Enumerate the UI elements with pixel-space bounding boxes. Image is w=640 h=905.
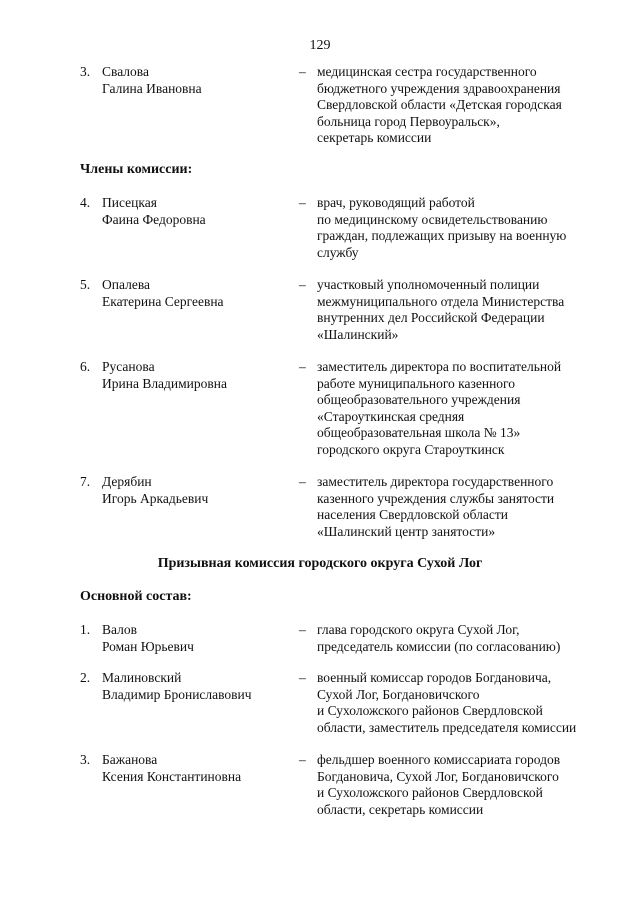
position-line: врач, руководящий работой [317,195,475,210]
position-line: общеобразовательного учреждения [317,392,521,407]
entry-number: 5. [80,277,91,292]
entry-dash: – [299,622,306,637]
position-line: фельдшер военного комиссариата городов [317,752,561,767]
position-line: Богдановича, Сухой Лог, Богдановичского [317,768,559,784]
position-line: бюджетного учреждения здравоохранения [317,80,561,96]
position-line: области, заместитель председателя комиссии [317,719,577,735]
position-line: «Шалинский» [317,326,399,342]
surname: Дерябин [102,474,152,489]
entry-number: 6. [80,359,91,374]
entry-dash: – [299,64,306,79]
surname: Свалова [102,64,149,79]
position-line: секретарь комиссии [317,130,432,145]
position-line: участковый уполномоченный полиции [317,277,540,292]
members-heading: Члены комиссии: [80,162,193,177]
entry-position [317,622,627,655]
entry-dash: – [299,277,306,292]
given-names: Ирина Владимировна [102,375,228,391]
entry-person-name [102,277,292,310]
entry-position [317,277,627,343]
entry-person-name [102,474,292,507]
entry-position [317,670,627,736]
position-line: заместитель директора государственного [317,474,554,489]
entry-person-name [102,670,292,703]
entry-position [317,474,627,540]
given-names: Галина Ивановна [102,80,202,96]
position-line: Сухой Лог, Богдановичского [317,686,480,702]
surname: Валов [102,622,137,637]
entry-person-name [102,752,292,785]
given-names: Игорь Аркадьевич [102,490,209,506]
position-line: медицинская сестра государственного [317,64,537,79]
position-line: председатель комиссии (по согласованию) [317,638,561,654]
position-line: «Староуткинская средняя [317,408,465,424]
position-line: межмуниципального отдела Министерства [317,293,565,309]
position-line: военный комиссар городов Богдановича, [317,670,552,685]
position-line: по медицинскому освидетельствованию [317,211,548,227]
entry-dash: – [299,195,306,210]
position-line: населения Свердловской области [317,507,508,522]
position-line: заместитель директора по воспитательной [317,359,562,374]
entry-position [317,359,627,458]
entry-person-name [102,622,292,655]
entry-position [317,752,627,818]
section-heading: Призывная комиссия городского округа Сухой Лог [157,556,483,571]
position-line: общеобразовательная школа № 13» [317,425,521,440]
entry-number: 1. [80,622,91,637]
given-names: Екатерина Сергеевна [102,293,224,309]
entry-person-name [102,64,292,97]
position-line: и Сухоложского районов Свердловской [317,703,543,718]
given-names: Роман Юрьевич [102,638,194,654]
position-line: Свердловской области «Детская городская [317,97,562,112]
position-line: внутренних дел Российской Федерации [317,310,545,325]
surname: Опалева [102,277,151,292]
entry-position [317,195,627,261]
surname: Писецкая [102,195,157,210]
entry-person-name [102,359,292,392]
entry-number: 3. [80,752,91,767]
entry-number: 2. [80,670,91,685]
entry-dash: – [299,474,306,489]
position-line: городского округа Староуткинск [317,441,505,457]
entry-dash: – [299,752,306,767]
surname: Бажанова [102,752,158,767]
given-names: Ксения Константиновна [102,768,242,784]
position-line: и Сухоложского районов Свердловской [317,785,543,800]
position-line: казенного учреждения службы занятости [317,490,555,506]
position-line: области, секретарь комиссии [317,801,484,817]
page-number: 129 [309,38,331,53]
entry-dash: – [299,359,306,374]
surname: Русанова [102,359,155,374]
position-line: работе муниципального казенного [317,375,515,391]
entry-number: 7. [80,474,91,489]
entry-position [317,64,627,147]
position-line: службу [317,244,359,260]
main-composition-heading: Основной состав: [80,589,192,604]
position-line: «Шалинский центр занятости» [317,523,496,539]
entry-person-name [102,195,292,228]
position-line: граждан, подлежащих призыву на военную [317,228,567,243]
position-line: глава городского округа Сухой Лог, [317,622,520,637]
entry-number: 4. [80,195,91,210]
surname: Малиновский [102,670,182,685]
position-line: больница город Первоуральск», [317,113,500,129]
given-names: Фаина Федоровна [102,211,206,227]
entry-number: 3. [80,64,91,79]
entry-dash: – [299,670,306,685]
given-names: Владимир Брониславович [102,686,252,702]
